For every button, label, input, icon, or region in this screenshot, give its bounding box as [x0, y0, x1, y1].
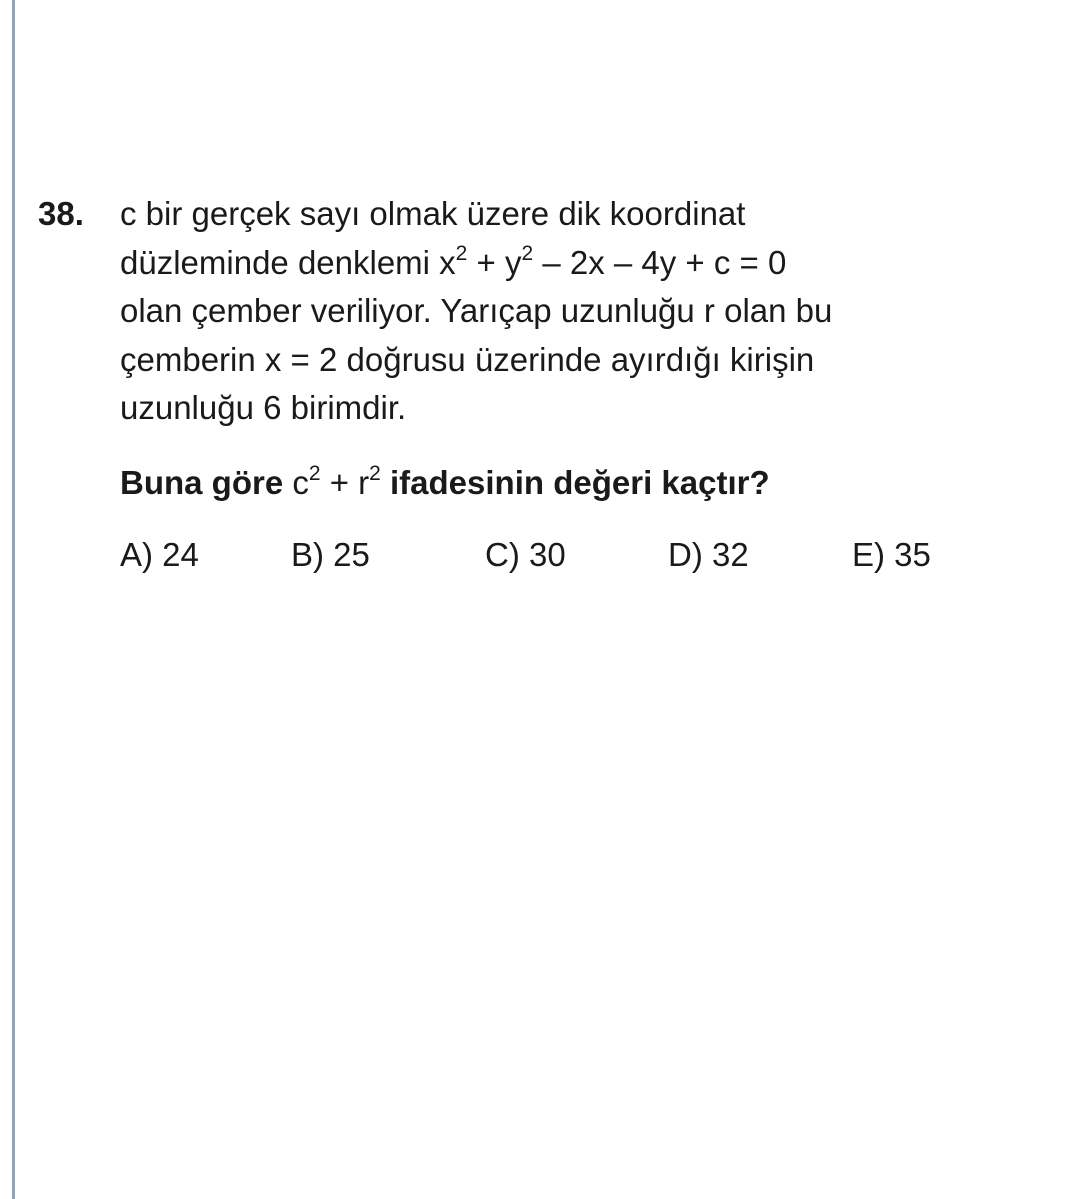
- question-prompt: [120, 459, 1020, 507]
- option-b[interactable]: B) 25: [291, 535, 370, 573]
- prompt-bold-start: Buna göre: [120, 463, 284, 501]
- stem-line-1: c bir gerçek sayı olmak üzere dik koordinat: [120, 195, 746, 232]
- question-number: 38.: [38, 195, 84, 232]
- option-c[interactable]: C) 30: [485, 535, 566, 573]
- stem-line-2-prefix: düzleminde denklemi x: [120, 243, 456, 281]
- stem-line-5: uzunluğu 6 birimdir.: [120, 389, 407, 426]
- stem-line-2-mid: + y: [467, 243, 522, 281]
- stem-line-3: olan çember veriliyor. Yarıçap uzunluğu r olan bu: [120, 292, 833, 329]
- exponent-c: 2: [308, 461, 321, 485]
- option-d[interactable]: D) 32: [668, 535, 749, 573]
- prompt-expr-plus: + r: [320, 463, 370, 501]
- option-a[interactable]: A) 24: [120, 535, 199, 573]
- option-e[interactable]: E) 35: [852, 535, 931, 573]
- exponent-x: 2: [455, 241, 468, 265]
- stem-line-2: [120, 239, 1020, 288]
- prompt-bold-end: ifadesinin değeri kaçtır?: [390, 463, 770, 501]
- page-margin-rule: [12, 0, 15, 1199]
- exponent-y: 2: [521, 241, 534, 265]
- exponent-r: 2: [369, 461, 381, 485]
- question-body: [120, 190, 1020, 579]
- prompt-expr-c: c: [292, 463, 309, 501]
- stem-line-4: çemberin x = 2 doğrusu üzerinde ayırdığı kirişin: [120, 340, 815, 378]
- answer-options: [120, 531, 1020, 579]
- stem-line-2-suffix: – 2x – 4y + c = 0: [533, 243, 787, 281]
